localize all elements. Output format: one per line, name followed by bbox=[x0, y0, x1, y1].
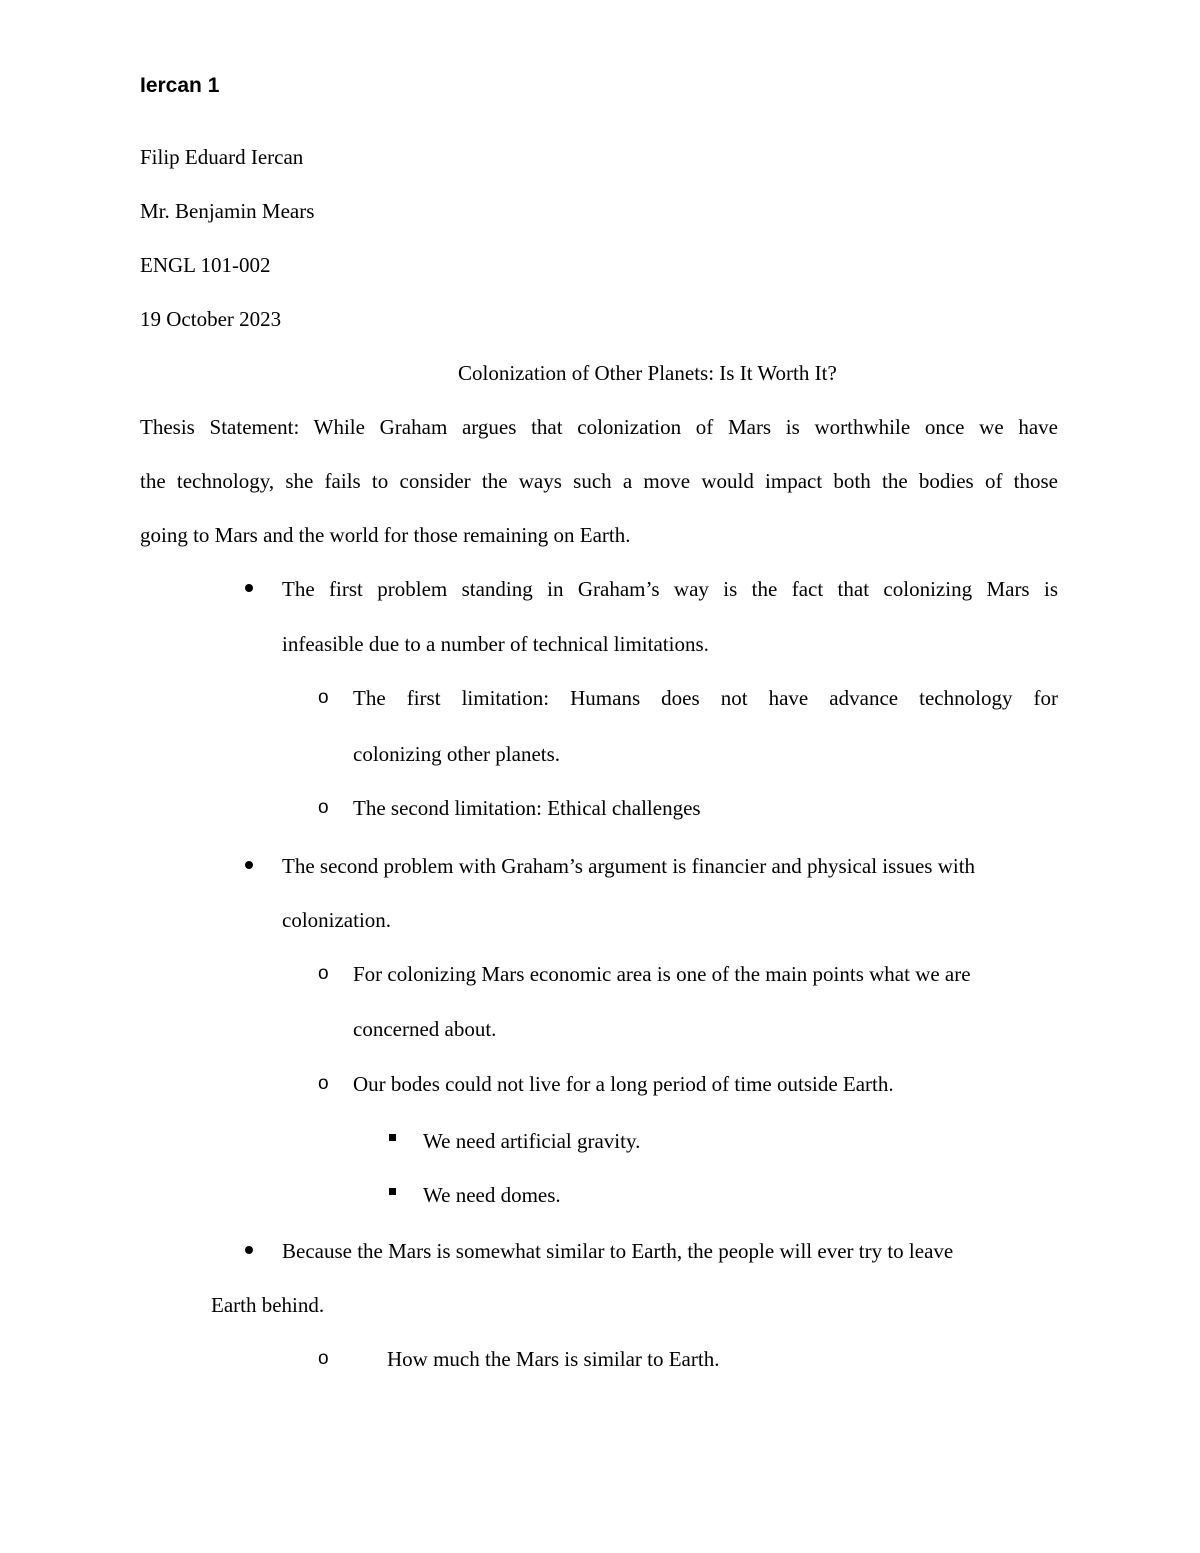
point-1-line-2: infeasible due to a number of technical limitations. bbox=[282, 632, 709, 656]
square-bullet-icon bbox=[389, 1188, 396, 1195]
bullet-icon bbox=[245, 1246, 253, 1254]
course-name: ENGL 101-002 bbox=[140, 253, 271, 277]
point-2-subsub-2: We need domes. bbox=[423, 1183, 561, 1207]
point-2-subsub-1: We need artificial gravity. bbox=[423, 1129, 641, 1153]
author-name: Filip Eduard Iercan bbox=[140, 145, 304, 169]
document-title: Colonization of Other Planets: Is It Worth It? bbox=[458, 361, 837, 385]
point-1-line-1: The first problem standing in Graham’s way is the fact that colonizing Mars is bbox=[282, 577, 1058, 601]
square-bullet-icon bbox=[389, 1134, 396, 1141]
circle-bullet-icon: o bbox=[318, 797, 329, 818]
point-2-line-2: colonization. bbox=[282, 908, 392, 932]
point-1-sub-2: The second limitation: Ethical challenges bbox=[353, 796, 701, 820]
circle-bullet-icon: o bbox=[318, 1073, 329, 1094]
thesis-line-1: Thesis Statement: While Graham argues that colonization of Mars is worthwhile once we have bbox=[140, 415, 1058, 439]
document-date: 19 October 2023 bbox=[140, 307, 282, 331]
running-head: Iercan 1 bbox=[140, 74, 220, 97]
point-2-sub-1-line-2: concerned about. bbox=[353, 1017, 497, 1041]
circle-bullet-icon: o bbox=[318, 963, 329, 984]
circle-bullet-icon: o bbox=[318, 687, 329, 708]
thesis-line-3: going to Mars and the world for those remaining on Earth. bbox=[140, 523, 631, 547]
point-1-sub-1-line-1: The first limitation: Humans does not have advance technology for bbox=[353, 686, 1058, 710]
point-2-line-1: The second problem with Graham’s argument is financier and physical issues with bbox=[282, 854, 976, 878]
instructor-name: Mr. Benjamin Mears bbox=[140, 199, 315, 223]
circle-bullet-icon: o bbox=[318, 1348, 329, 1369]
bullet-icon bbox=[245, 584, 253, 592]
point-2-sub-1-line-1: For colonizing Mars economic area is one of the main points what we are bbox=[353, 962, 971, 986]
bullet-icon bbox=[245, 861, 253, 869]
point-3-line-1: Because the Mars is somewhat similar to Earth, the people will ever try to leave bbox=[282, 1239, 954, 1263]
thesis-line-2: the technology, she fails to consider the ways such a move would impact both the bodies of those bbox=[140, 469, 1058, 493]
point-1-sub-1-line-2: colonizing other planets. bbox=[353, 742, 561, 766]
point-3-line-2: Earth behind. bbox=[211, 1293, 325, 1317]
point-3-sub-1: How much the Mars is similar to Earth. bbox=[387, 1347, 720, 1371]
point-2-sub-2: Our bodes could not live for a long period of time outside Earth. bbox=[353, 1072, 894, 1096]
